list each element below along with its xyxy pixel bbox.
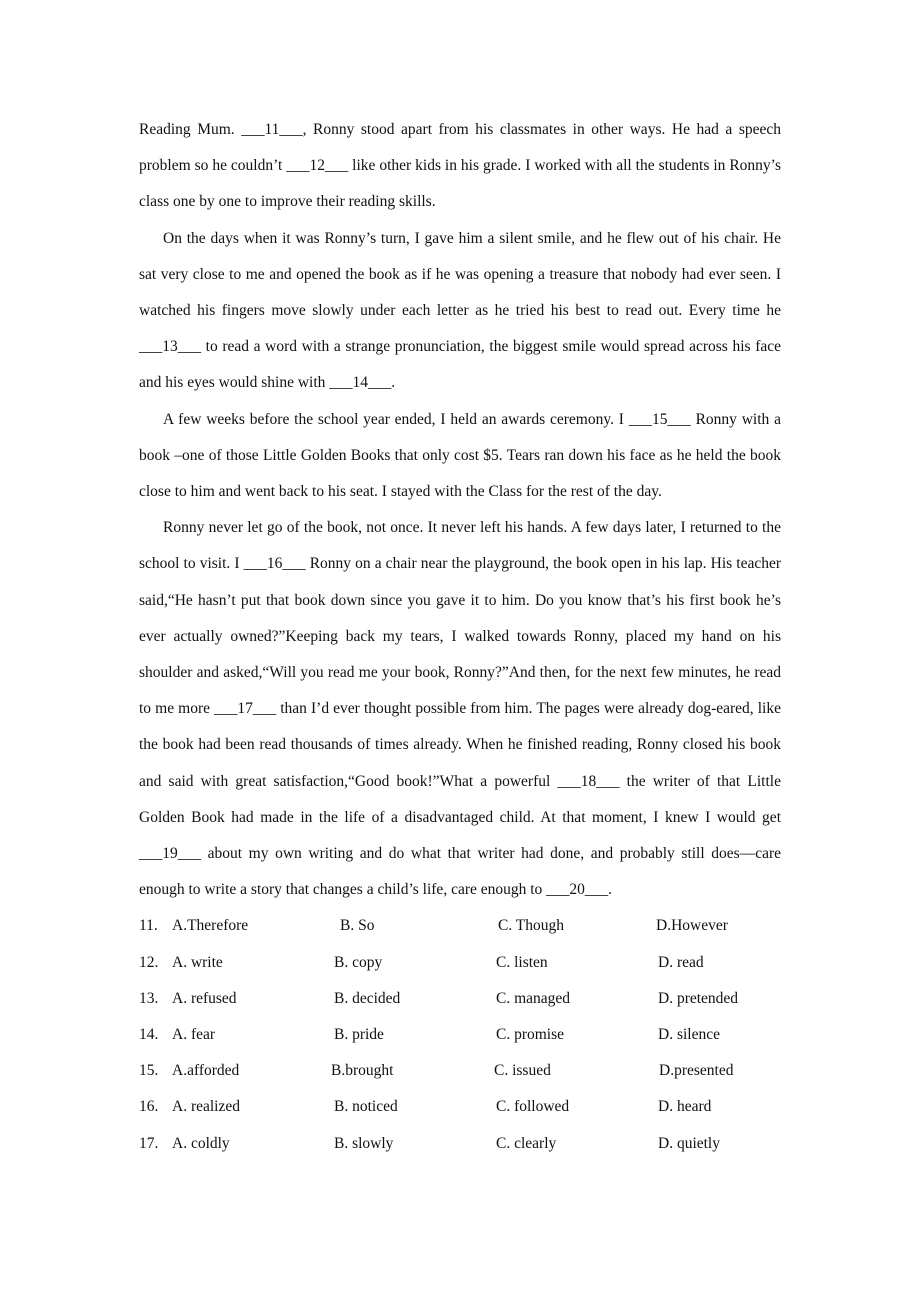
option-b: B. decided [334,989,401,1007]
option-a: A. coldly [172,1134,230,1152]
option-a: A. realized [172,1098,240,1116]
passage-paragraph-4: Ronny never let go of the book, not once. It never left his hands. A few days later, I returned to the school to visit. I ___16___ Ronny on a chair near the playground, the book open in his lap. His teacher said,“He hasn’t put that book down since you gave it to him. Do you know that’s his first book he’s ever actually owned?”Keeping back my tears, I walked towards Ronny, placed my hand on his shoulder and asked,“Will you read me your book, Ronny?”And then, for the next few minutes, he read to me more ___17___ than I’d ever thought possible from him. The pages were already dog-eared, like the book had been read thousands of times already. When he finished reading, Ronny closed his book and said with great satisfaction,“Good book!”What a powerful ___18___ the writer of that Little Golden Book had made in the life of a disadvantaged child. At that moment, I knew I would get ___19___ about my own writing and do what that writer had done, and probably still does—care enough to write a story that changes a child’s life, care enough to ___20___. [139,519,781,899]
option-row-16 [139,1089,781,1125]
option-row-17 [139,1126,781,1162]
question-number: 12. [139,953,159,971]
option-d: D. read [658,953,704,971]
option-d: D.presented [659,1062,734,1080]
option-row-13 [139,981,781,1017]
option-a: A.Therefore [172,917,249,935]
option-b: B.brought [331,1062,394,1080]
option-b: B. copy [334,953,383,971]
question-number: 17. [139,1134,159,1152]
option-c: C. listen [496,953,548,971]
option-d: D. heard [658,1098,712,1116]
option-a: A.afforded [172,1062,240,1080]
question-number: 13. [139,989,159,1007]
option-d: D. silence [658,1026,720,1044]
option-d: D. pretended [658,989,739,1007]
option-c: C. Though [498,917,565,935]
option-b: B. noticed [334,1098,398,1116]
option-row-12 [139,945,781,981]
option-d: D. quietly [658,1134,720,1152]
option-a: A. fear [172,1026,216,1044]
question-number: 14. [139,1026,159,1044]
option-a: A. write [172,953,223,971]
option-d: D.However [656,917,728,935]
passage-paragraph-2: On the days when it was Ronny’s turn, I gave him a silent smile, and he flew out of his chair. He sat very close to me and opened the book as if he was opening a treasure that nobody had ever seen. I watched his fingers move slowly under each letter as he tried his best to read out. Every time he ___13___ to read a word with a strange pronunciation, the biggest smile would spread across his face and his eyes would shine with ___14___. [139,229,781,392]
question-number: 16. [139,1098,159,1116]
option-c: C. managed [496,989,571,1007]
option-c: C. followed [496,1098,570,1116]
option-b: B. pride [334,1026,384,1044]
answer-options [139,908,781,1161]
question-number: 11. [139,917,158,935]
option-row-11 [139,908,781,944]
passage-paragraph-3: A few weeks before the school year ended, I held an awards ceremony. I ___15___ Ronny with a book –one of those Little Golden Books that only cost $5. Tears ran down his face as he held the book close to him and went back to his seat. I stayed with the Class for the rest of the day. [139,410,781,501]
option-b: B. slowly [334,1134,394,1152]
option-c: C. clearly [496,1134,557,1152]
option-a: A. refused [172,989,237,1007]
question-number: 15. [139,1062,159,1080]
document-page [139,112,781,1162]
option-row-14 [139,1017,781,1053]
option-b: B. So [340,917,375,935]
passage-paragraph-1: Reading Mum. ___11___, Ronny stood apart from his classmates in other ways. He had a speech problem so he couldn’t ___12___ like other kids in his grade. I worked with all the students in Ronny’s class one by one to improve their reading skills. [139,121,781,211]
option-c: C. issued [494,1062,551,1080]
option-row-15 [139,1053,781,1089]
option-c: C. promise [496,1026,565,1044]
